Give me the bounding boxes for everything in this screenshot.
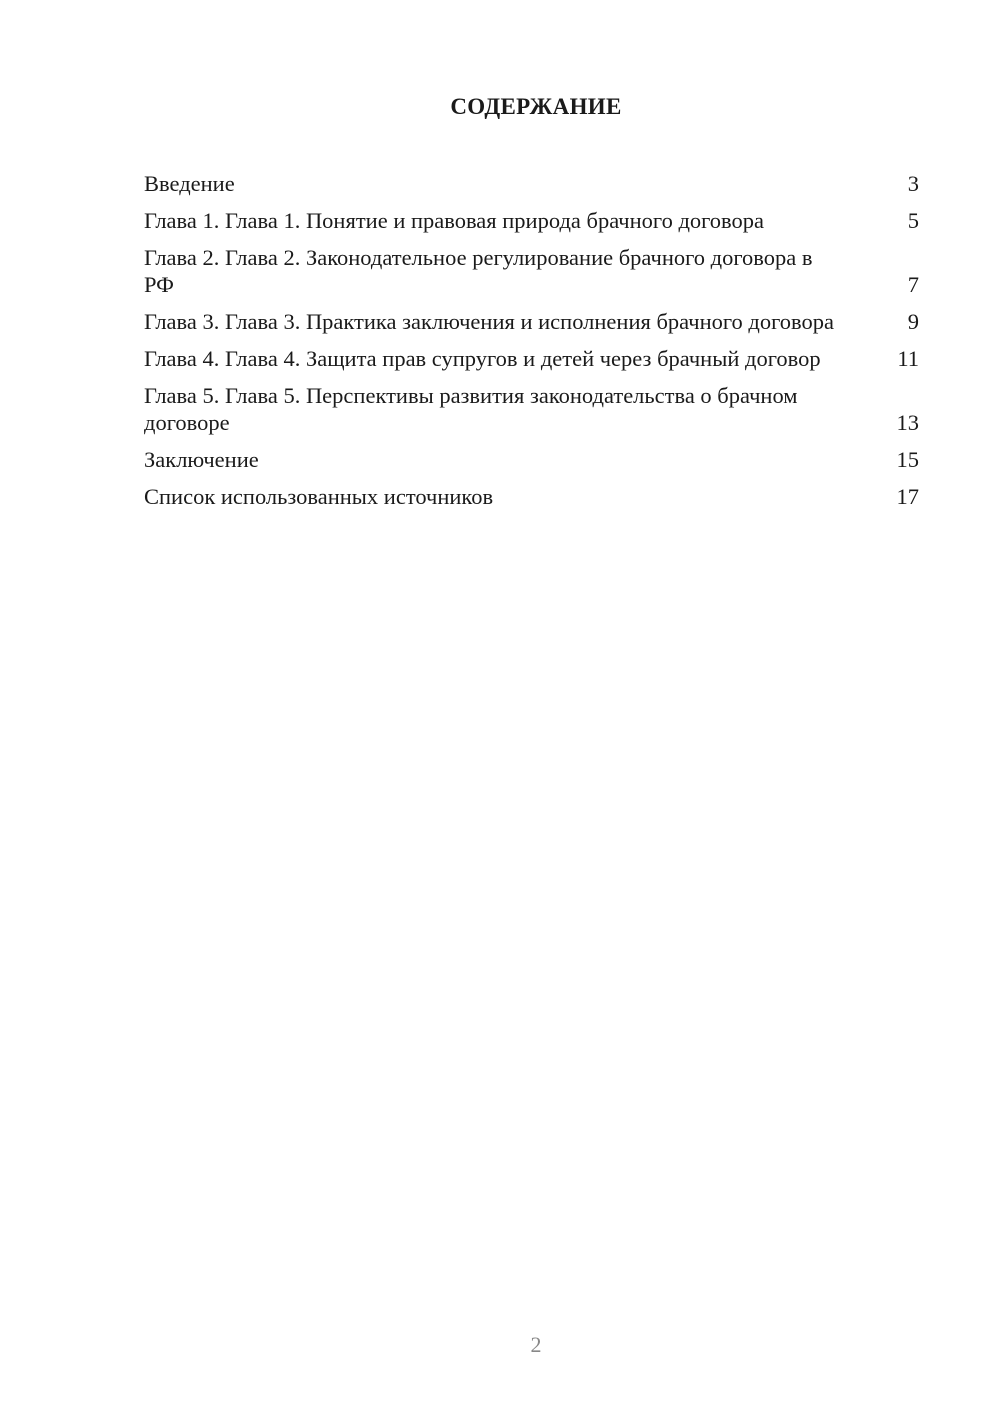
toc-entry-page: 17: [896, 484, 919, 509]
toc-entry-page: 9: [907, 309, 919, 334]
toc-entry-label: Введение: [144, 171, 235, 196]
toc-entry: [144, 244, 919, 298]
toc-entry-page: 5: [907, 208, 919, 233]
toc-entry: [144, 483, 919, 510]
toc-entry-label: Список использованных источников: [144, 484, 494, 509]
toc-entry-page: 3: [907, 171, 919, 196]
toc-entry: [144, 446, 919, 473]
toc-entry-label: Глава 5. Глава 5. Перспективы развития законодательства о брачном договоре: [144, 383, 798, 435]
toc-entry-page: 7: [907, 272, 919, 297]
toc-entry-page: 11: [897, 346, 919, 371]
toc-entry-label: Глава 4. Глава 4. Защита прав супругов и детей через брачный договор: [144, 346, 821, 371]
page-title: СОДЕРЖАНИЕ: [450, 94, 622, 119]
toc-entry-label: Глава 1. Глава 1. Понятие и правовая природа брачного договора: [144, 208, 765, 233]
toc-entry-label: Глава 3. Глава 3. Практика заключения и исполнения брачного договора: [144, 309, 834, 334]
toc-entry: [144, 345, 919, 372]
table-of-contents: [144, 170, 919, 520]
toc-entry: [144, 308, 919, 335]
toc-entry: [144, 207, 919, 234]
toc-entry-page: 13: [896, 410, 919, 435]
toc-entry: [144, 170, 919, 197]
page-number: 2: [530, 1332, 542, 1357]
toc-entry-label: Заключение: [144, 447, 259, 472]
toc-entry-page: 15: [896, 447, 919, 472]
toc-entry: [144, 382, 919, 436]
toc-entry-label: Глава 2. Глава 2. Законодательное регулирование брачного договора в РФ: [144, 245, 813, 297]
